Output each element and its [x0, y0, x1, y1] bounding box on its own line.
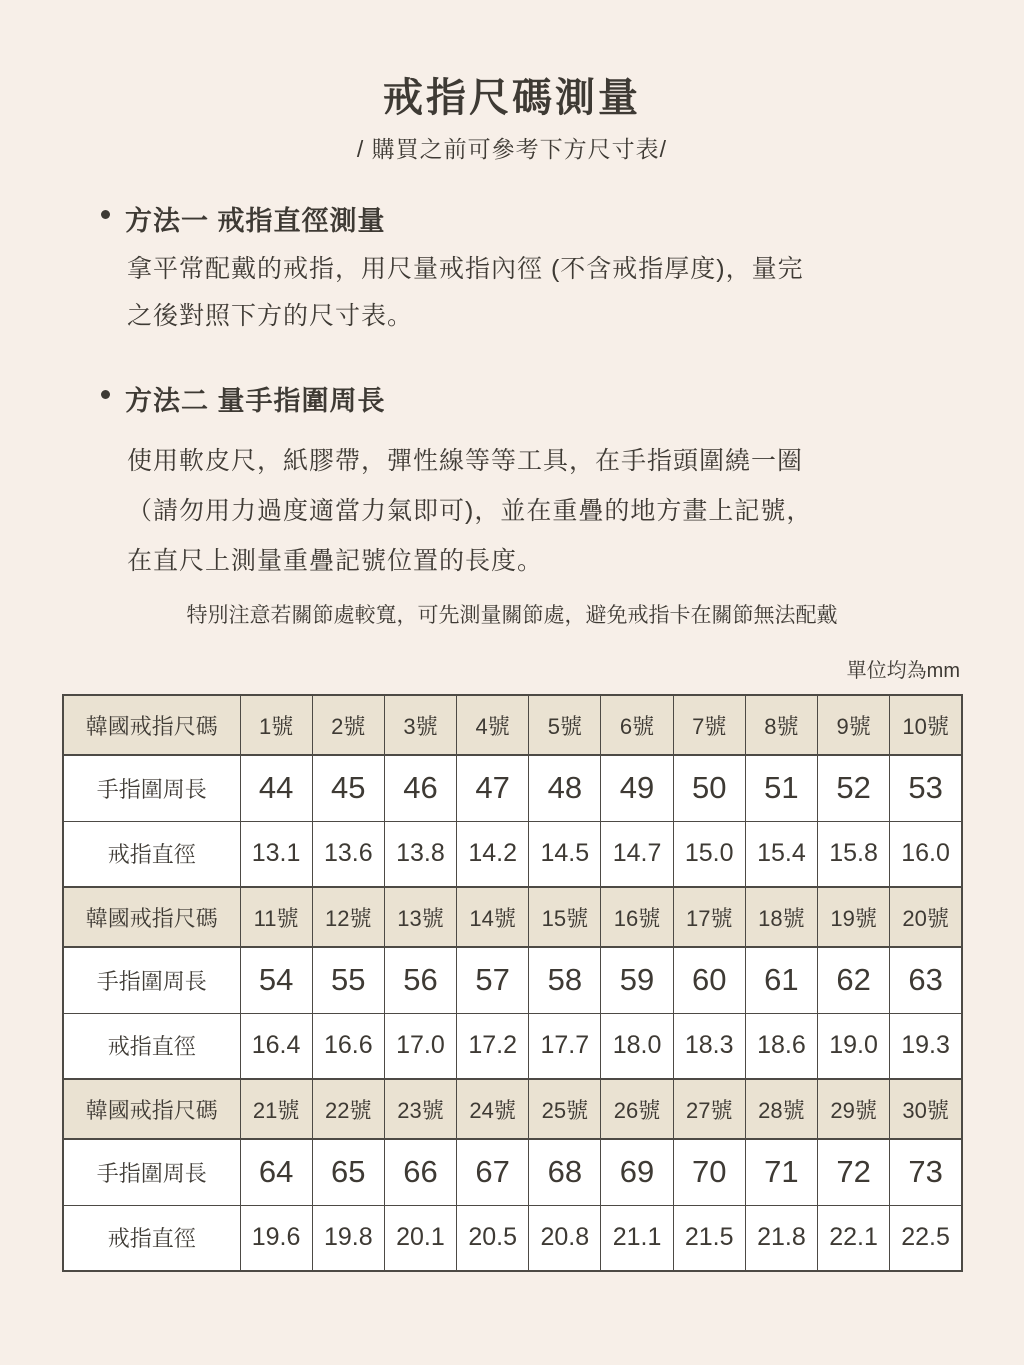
row-label: 韓國戒指尺碼 [63, 695, 240, 755]
table-row-diameter [63, 1013, 962, 1079]
table-cell: 66 [384, 1139, 456, 1205]
row-label: 韓國戒指尺碼 [63, 887, 240, 947]
table-cell: 14.7 [601, 821, 673, 887]
row-label: 戒指直徑 [63, 1205, 240, 1271]
table-cell: 69 [601, 1139, 673, 1205]
table-cell: 13號 [384, 887, 456, 947]
table-cell: 4號 [457, 695, 529, 755]
table-cell: 14.5 [529, 821, 601, 887]
table-row-size-header [63, 1079, 962, 1139]
table-cell: 18.3 [673, 1013, 745, 1079]
table-cell: 27號 [673, 1079, 745, 1139]
table-cell: 50 [673, 755, 745, 821]
table-cell: 12號 [312, 887, 384, 947]
table-cell: 52 [818, 755, 890, 821]
table-cell: 22.1 [818, 1205, 890, 1271]
table-cell: 60 [673, 947, 745, 1013]
method1-line: 拿平常配戴的戒指，用尺量戒指內徑 (不含戒指厚度)，量完 [127, 255, 804, 283]
table-cell: 22.5 [890, 1205, 962, 1271]
table-cell: 16.0 [890, 821, 962, 887]
table-cell: 64 [240, 1139, 312, 1205]
table-row-circumference [63, 947, 962, 1013]
table-cell: 17.7 [529, 1013, 601, 1079]
table-cell: 19.6 [240, 1205, 312, 1271]
table-cell: 20.5 [457, 1205, 529, 1271]
table-cell: 21.1 [601, 1205, 673, 1271]
method1-description [127, 246, 804, 340]
table-cell: 5號 [529, 695, 601, 755]
bullet-icon [101, 210, 110, 219]
table-cell: 13.1 [240, 821, 312, 887]
page-title: 戒指尺碼測量 [383, 76, 641, 120]
table-cell: 49 [601, 755, 673, 821]
method2-line: （請勿用力過度適當力氣即可)，並在重疊的地方畫上記號， [127, 497, 813, 525]
table-cell: 11號 [240, 887, 312, 947]
table-row-diameter [63, 1205, 962, 1271]
table-cell: 65 [312, 1139, 384, 1205]
table-cell: 13.6 [312, 821, 384, 887]
table-cell: 21.5 [673, 1205, 745, 1271]
table-cell: 46 [384, 755, 456, 821]
table-cell: 10號 [890, 695, 962, 755]
table-cell: 63 [890, 947, 962, 1013]
method1-line: 之後對照下方的尺寸表。 [127, 302, 414, 330]
row-label: 戒指直徑 [63, 821, 240, 887]
table-cell: 1號 [240, 695, 312, 755]
table-row-circumference [63, 1139, 962, 1205]
method2-description [127, 436, 812, 586]
table-cell: 15.4 [745, 821, 817, 887]
table-cell: 45 [312, 755, 384, 821]
table-cell: 16.4 [240, 1013, 312, 1079]
table-cell: 20.8 [529, 1205, 601, 1271]
joint-warning-note: 特別注意若關節處較寬，可先測量關節處，避免戒指卡在關節無法配戴 [186, 604, 838, 627]
table-cell: 30號 [890, 1079, 962, 1139]
table-cell: 67 [457, 1139, 529, 1205]
table-cell: 17.2 [457, 1013, 529, 1079]
table-cell: 8號 [745, 695, 817, 755]
table-cell: 9號 [818, 695, 890, 755]
table-cell: 28號 [745, 1079, 817, 1139]
bullet-icon [101, 390, 110, 399]
table-row-size-header [63, 887, 962, 947]
table-cell: 7號 [673, 695, 745, 755]
table-cell: 24號 [457, 1079, 529, 1139]
table-cell: 6號 [601, 695, 673, 755]
table-cell: 19.3 [890, 1013, 962, 1079]
table-cell: 16.6 [312, 1013, 384, 1079]
table-cell: 18號 [745, 887, 817, 947]
table-cell: 61 [745, 947, 817, 1013]
table-cell: 29號 [818, 1079, 890, 1139]
table-cell: 19.8 [312, 1205, 384, 1271]
table-cell: 72 [818, 1139, 890, 1205]
table-cell: 18.0 [601, 1013, 673, 1079]
table-cell: 68 [529, 1139, 601, 1205]
table-cell: 14號 [457, 887, 529, 947]
table-row-circumference [63, 755, 962, 821]
table-cell: 57 [457, 947, 529, 1013]
table-cell: 73 [890, 1139, 962, 1205]
table-cell: 51 [745, 755, 817, 821]
table-cell: 15.0 [673, 821, 745, 887]
row-label: 韓國戒指尺碼 [63, 1079, 240, 1139]
method2-line: 使用軟皮尺，紙膠帶，彈性線等等工具，在手指頭圍繞一圈 [127, 447, 804, 475]
row-label: 手指圍周長 [63, 755, 240, 821]
table-cell: 13.8 [384, 821, 456, 887]
table-cell: 58 [529, 947, 601, 1013]
table-cell: 20號 [890, 887, 962, 947]
row-label: 手指圍周長 [63, 947, 240, 1013]
table-cell: 53 [890, 755, 962, 821]
table-row-diameter [63, 821, 962, 887]
table-cell: 18.6 [745, 1013, 817, 1079]
table-cell: 15號 [529, 887, 601, 947]
table-cell: 14.2 [457, 821, 529, 887]
page-subtitle: / 購買之前可參考下方尺寸表/ [356, 136, 668, 162]
table-cell: 62 [818, 947, 890, 1013]
table-cell: 23號 [384, 1079, 456, 1139]
method2-heading [125, 379, 386, 418]
unit-note: 單位均為mm [846, 660, 960, 682]
table-cell: 47 [457, 755, 529, 821]
table-cell: 17號 [673, 887, 745, 947]
table-cell: 56 [384, 947, 456, 1013]
table-cell: 70 [673, 1139, 745, 1205]
table-cell: 25號 [529, 1079, 601, 1139]
table-cell: 48 [529, 755, 601, 821]
table-cell: 19.0 [818, 1013, 890, 1079]
table-cell: 19號 [818, 887, 890, 947]
table-cell: 17.0 [384, 1013, 456, 1079]
row-label: 手指圍周長 [63, 1139, 240, 1205]
table-cell: 26號 [601, 1079, 673, 1139]
table-cell: 16號 [601, 887, 673, 947]
table-cell: 3號 [384, 695, 456, 755]
table-cell: 22號 [312, 1079, 384, 1139]
method2-heading-text: 方法二 量手指圍周長 [125, 386, 386, 416]
table-cell: 71 [745, 1139, 817, 1205]
ring-size-table [62, 694, 963, 1272]
table-cell: 2號 [312, 695, 384, 755]
table-cell: 55 [312, 947, 384, 1013]
table-cell: 44 [240, 755, 312, 821]
table-cell: 15.8 [818, 821, 890, 887]
method1-heading-text: 方法一 戒指直徑測量 [125, 206, 386, 236]
table-row-size-header [63, 695, 962, 755]
table-cell: 59 [601, 947, 673, 1013]
table-cell: 20.1 [384, 1205, 456, 1271]
method1-heading [125, 199, 386, 238]
table-cell: 21.8 [745, 1205, 817, 1271]
method2-line: 在直尺上測量重疊記號位置的長度。 [127, 547, 544, 575]
row-label: 戒指直徑 [63, 1013, 240, 1079]
table-cell: 54 [240, 947, 312, 1013]
table-cell: 21號 [240, 1079, 312, 1139]
